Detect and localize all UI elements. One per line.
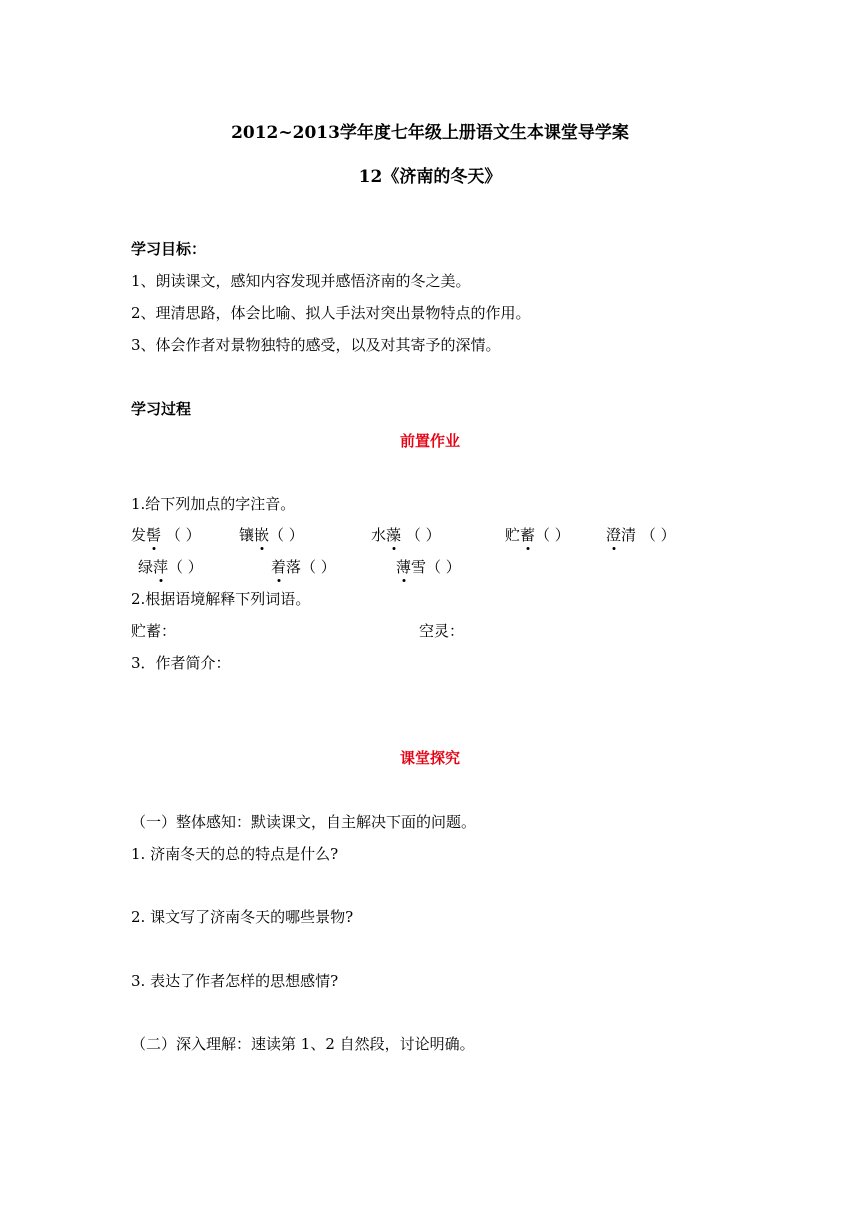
class-section-title: 课堂探究 (399, 749, 460, 767)
class-question: 3. 表达了作者怎样的思想感情? (131, 972, 339, 990)
objective-item: 1、朗读课文，感知内容发现并感悟济南的冬之美。 (131, 272, 471, 290)
pinyin-item: 着落（ ） (271, 558, 336, 576)
objectives-heading: 学习目标： (131, 240, 207, 258)
question-1: 1.给下列加点的字注音。 (131, 495, 296, 513)
pinyin-item: 贮蓄（ ） (505, 526, 570, 544)
objective-item: 2、理清思路，体会比喻、拟人手法对突出景物特点的作用。 (131, 304, 531, 322)
pinyin-item: 水藻 （ ） (371, 526, 441, 544)
pinyin-item: 薄雪（ ） (396, 558, 461, 576)
word-definition-label: 空灵： (419, 622, 465, 640)
lesson-title: 12《济南的冬天》 (358, 167, 502, 187)
pinyin-item: 发髻 （ ） (131, 526, 201, 544)
question-2: 2.根据语境解释下列词语。 (131, 590, 311, 608)
document-title: 2012~2013学年度七年级上册语文生本课堂导学案 (231, 123, 629, 143)
class-question: 1. 济南冬天的总的特点是什么? (131, 845, 339, 863)
class-question: 2. 课文写了济南冬天的哪些景物? (131, 908, 354, 926)
pinyin-item: 澄清 （ ） (606, 526, 676, 544)
word-definition-label: 贮蓄： (131, 622, 177, 640)
question-3: 3．作者简介： (131, 654, 231, 672)
pinyin-item: 绿萍（ ） (138, 558, 203, 576)
preview-section-title: 前置作业 (399, 432, 460, 450)
objective-item: 3、体会作者对景物独特的感受，以及对其寄予的深情。 (131, 336, 501, 354)
process-heading: 学习过程 (131, 400, 192, 418)
part-1-heading: （一）整体感知：默读课文，自主解决下面的问题。 (131, 813, 477, 831)
part-2-heading: （二）深入理解：速读第 1、2 自然段，讨论明确。 (131, 1035, 475, 1053)
pinyin-item: 镶嵌（ ） (239, 526, 304, 544)
